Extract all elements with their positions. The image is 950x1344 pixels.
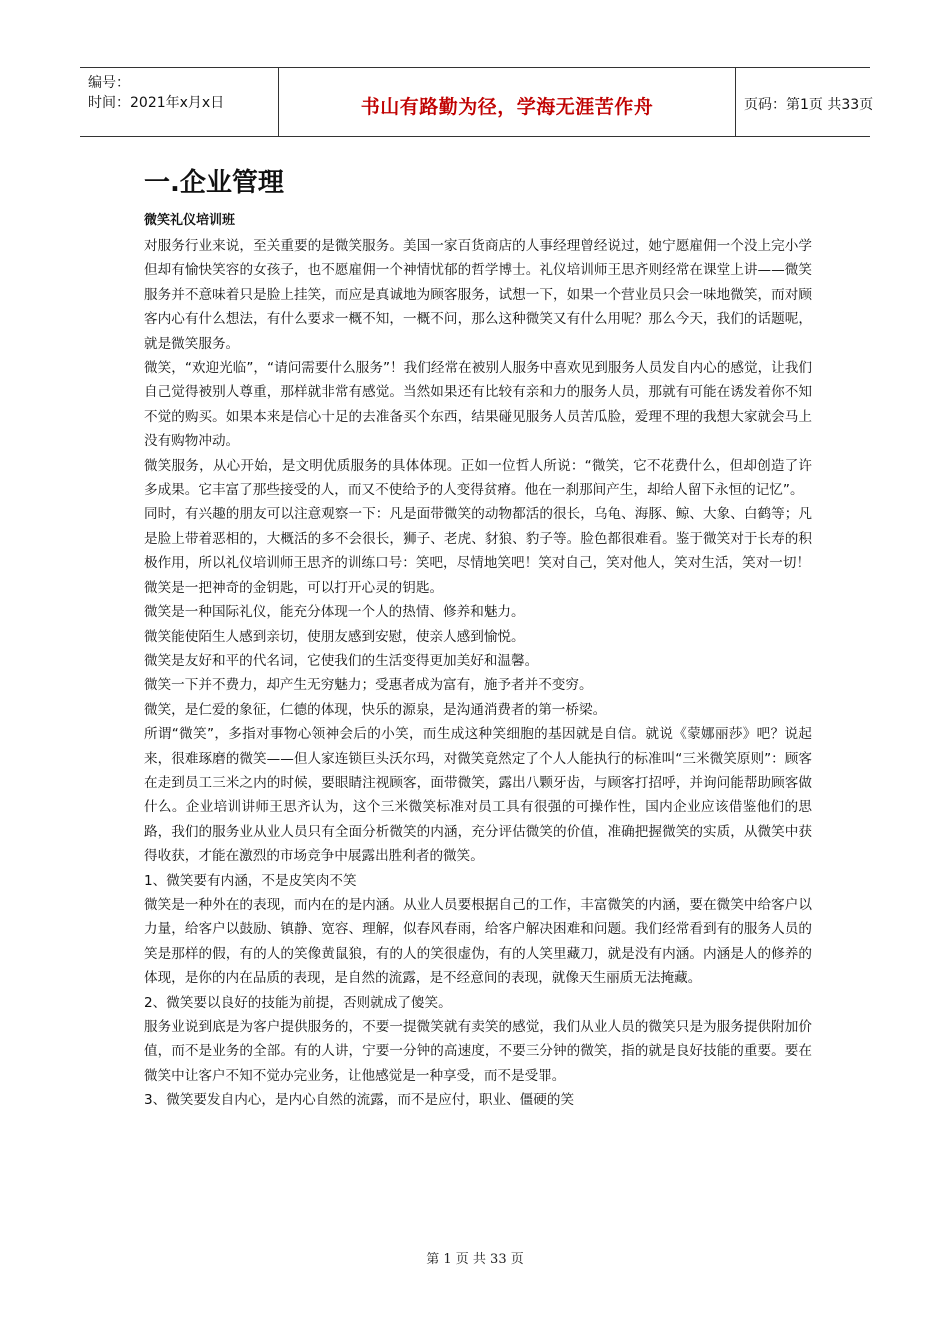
paragraph: 服务业说到底是为客户提供服务的，不要一提微笑就有卖笑的感觉，我们从业人员的微笑只是为服务提供附加价值，而不是业务的全部。有的人讲，宁要一分钟的高速度，不要三分钟的微笑，指的就是良好技能的重要。要在微笑中让客户不知不觉办完业务，让他感觉是一种享受，而不是受罪。 bbox=[144, 1019, 812, 1084]
document-date-label: 时间：2021年x月x日 bbox=[88, 95, 225, 111]
header-motto-cell bbox=[278, 68, 736, 136]
paragraph: 微笑是一把神奇的金钥匙，可以打开心灵的钥匙。 bbox=[144, 579, 444, 596]
document-number-label: 编号： bbox=[88, 75, 130, 91]
header-table bbox=[80, 67, 874, 137]
section-subtitle: 微笑礼仪培训班 bbox=[144, 213, 236, 228]
paragraph: 微笑能使陌生人感到亲切，使朋友感到安慰，使亲人感到愉悦。 bbox=[144, 628, 525, 645]
list-heading: 2、微笑要以良好的技能为前提，否则就成了傻笑。 bbox=[144, 994, 452, 1011]
motto-text: 书山有路勤为径，学海无涯苦作舟 bbox=[360, 96, 654, 118]
paragraph: 微笑是一种国际礼仪，能充分体现一个人的热情、修养和魅力。 bbox=[144, 604, 525, 621]
section-title: 一.企业管理 bbox=[144, 168, 284, 198]
paragraph: 微笑是友好和平的代名词，它使我们的生活变得更加美好和温馨。 bbox=[144, 652, 539, 669]
paragraph: 微笑是一种外在的表现，而内在的是内涵。从业人员要根据自己的工作，丰富微笑的内涵，要在微笑中给客户以力量，给客户以鼓励、镇静、宽容、理解，似春风春雨，给客户解决困难和问题。我们经常看到有的服务人员的笑是那样的假，有的人的笑像黄鼠狼，有的人的笑很虚伪，有的人笑里藏刀，就是没有内涵。内涵是人的修养的体现，是你的内在品质的表现，是自然的流露，是不经意间的表现，就像天生丽质无法掩藏。 bbox=[144, 896, 812, 987]
paragraph: 对服务行业来说，至关重要的是微笑服务。美国一家百货商店的人事经理曾经说过，她宁愿雇佣一个没上完小学但却有愉快笑容的女孩子，也不愿雇佣一个神情忧郁的哲学博士。礼仪培训师王思齐则经常在课堂上讲——微笑服务并不意味着只是脸上挂笑，而应是真诚地为顾客服务，试想一下，如果一个营业员只会一味地微笑，而对顾客内心有什么想法，有什么要求一概不知，一概不问，那么这种微笑又有什么用呢？那么今天，我们的话题呢，就是微笑服务。 bbox=[144, 238, 812, 352]
paragraph: 微笑服务，从心开始，是文明优质服务的具体体现。正如一位哲人所说：“微笑，它不花费什么，但却创造了许多成果。它丰富了那些接受的人，而又不使给予的人变得贫瘠。他在一刹那间产生，却给人留下永恒的记忆”。 bbox=[144, 457, 812, 499]
header-info-cell bbox=[80, 68, 278, 136]
paragraph: 微笑一下并不费力，却产生无穷魅力；受惠者成为富有，施予者并不变穷。 bbox=[144, 677, 593, 694]
header-page-cell bbox=[734, 68, 874, 136]
paragraph: 微笑，“欢迎光临”，“请问需要什么服务”！我们经常在被别人服务中喜欢见到服务人员发自内心的感觉，让我们自己觉得被别人尊重，那样就非常有感觉。当然如果还有比较有亲和力的服务人员，那就有可能在诱发着你不知不觉的购买。如果本来是信心十足的去准备买个东西，结果碰见服务人员苦瓜脸，爱理不理的我想大家就会马上没有购物冲动。 bbox=[144, 360, 812, 450]
paragraph: 所谓“微笑”，多指对事物心领神会后的小笑，而生成这种笑细胞的基因就是自信。就说《蒙娜丽莎》吧？说起来，很难琢磨的微笑——但人家连锁巨头沃尔玛，对微笑竟然定了个人人能执行的标准叫“三米微笑原则”：顾客在走到员工三米之内的时候，要眼睛注视顾客，面带微笑，露出八颗牙齿，与顾客打招呼，并询问能帮助顾客做什么。企业培训讲师王思齐认为，这个三米微笑标准对员工具有很强的可操作性，国内企业应该借鉴他们的思路，我们的服务业从业人员只有全面分析微笑的内涵，充分评估微笑的价值，准确把握微笑的实质，从微笑中获得收获，才能在激烈的市场竞争中展露出胜利者的微笑。 bbox=[144, 726, 812, 865]
list-heading: 3、微笑要发自内心，是内心自然的流露，而不是应付，职业、僵硬的笑 bbox=[144, 1092, 575, 1109]
list-heading: 1、微笑要有内涵，不是皮笑肉不笑 bbox=[144, 872, 357, 889]
page-number-label: 页码：第1页 共33页 bbox=[744, 97, 874, 113]
paragraph: 同时，有兴趣的朋友可以注意观察一下：凡是面带微笑的动物都活的很长，乌龟、海豚、鲸、大象、白鹤等；凡是脸上带着恶相的，大概活的多不会很长，狮子、老虎、豺狼、豹子等。脸色都很难看。鉴于微笑对于长寿的积极作用，所以礼仪培训师王思齐的训练口号：笑吧，尽情地笑吧！笑对自己，笑对他人，笑对生活，笑对一切！ bbox=[144, 506, 812, 572]
paragraph: 微笑，是仁爱的象征，仁德的体现，快乐的源泉，是沟通消费者的第一桥梁。 bbox=[144, 701, 607, 718]
page-footer: 第 1 页 共 33 页 bbox=[426, 1252, 524, 1267]
document-body bbox=[144, 162, 812, 1113]
